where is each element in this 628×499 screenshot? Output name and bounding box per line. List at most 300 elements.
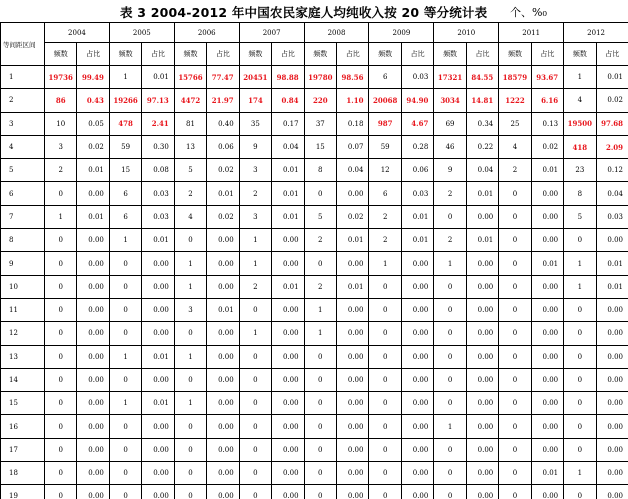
count-cell: 1: [109, 66, 141, 89]
share-cell: 0.00: [77, 438, 109, 461]
count-cell: 1: [434, 415, 466, 438]
count-cell: 0: [434, 438, 466, 461]
count-cell: 0: [564, 322, 596, 345]
count-cell: 9: [434, 159, 466, 182]
count-cell: 2: [369, 205, 401, 228]
count-cell: 1: [239, 252, 271, 275]
share-header: 占比: [142, 43, 174, 66]
count-cell: 0: [174, 229, 206, 252]
share-cell: 0.00: [337, 368, 369, 391]
table-row: [1, 112, 628, 135]
count-cell: 0: [109, 415, 141, 438]
share-cell: 0.07: [337, 135, 369, 158]
share-cell: 97.68: [596, 112, 628, 135]
count-cell: 0: [434, 485, 466, 499]
share-cell: 0.00: [337, 182, 369, 205]
interval-label: 12: [1, 322, 45, 345]
count-header: 频数: [434, 43, 466, 66]
count-cell: 0: [564, 415, 596, 438]
share-cell: 0.00: [77, 368, 109, 391]
share-cell: 0.00: [337, 392, 369, 415]
interval-label: 8: [1, 229, 45, 252]
count-cell: 0: [499, 229, 531, 252]
count-cell: 0: [304, 438, 336, 461]
count-cell: 0: [434, 392, 466, 415]
share-cell: 0.00: [596, 345, 628, 368]
count-cell: 0: [304, 345, 336, 368]
count-cell: 0: [499, 462, 531, 485]
count-cell: 987: [369, 112, 401, 135]
count-cell: 0: [564, 485, 596, 499]
count-cell: 0: [499, 438, 531, 461]
count-cell: 6: [369, 66, 401, 89]
share-cell: 0.00: [272, 485, 304, 499]
count-cell: 0: [174, 415, 206, 438]
table-row: [1, 345, 628, 368]
count-cell: 5: [564, 205, 596, 228]
count-cell: 0: [239, 485, 271, 499]
share-cell: 0.00: [77, 462, 109, 485]
share-cell: 0.00: [272, 252, 304, 275]
count-cell: 0: [109, 368, 141, 391]
share-cell: 0.00: [531, 415, 563, 438]
count-cell: 4: [564, 89, 596, 112]
table-row: [1, 462, 628, 485]
sub-header-row: [1, 43, 628, 66]
count-cell: 8: [304, 159, 336, 182]
count-cell: 0: [45, 485, 77, 499]
count-cell: 2: [174, 182, 206, 205]
table-row: [1, 159, 628, 182]
share-cell: 2.09: [596, 135, 628, 158]
count-cell: 0: [109, 252, 141, 275]
share-cell: 0.01: [596, 275, 628, 298]
count-cell: 3: [239, 205, 271, 228]
table-row: [1, 182, 628, 205]
count-cell: 1: [239, 229, 271, 252]
share-header: 占比: [77, 43, 109, 66]
share-cell: 0.00: [531, 229, 563, 252]
count-cell: 0: [109, 275, 141, 298]
share-cell: 0.22: [466, 135, 498, 158]
share-cell: 0.00: [207, 345, 239, 368]
count-cell: 0: [45, 298, 77, 321]
share-cell: 0.00: [531, 322, 563, 345]
count-cell: 1: [109, 345, 141, 368]
share-header: 占比: [596, 43, 628, 66]
share-cell: 0.00: [272, 322, 304, 345]
table-row: [1, 368, 628, 391]
count-cell: 2: [434, 182, 466, 205]
count-cell: 69: [434, 112, 466, 135]
count-cell: 13: [174, 135, 206, 158]
count-cell: 1: [304, 322, 336, 345]
year-header-row: [1, 23, 628, 43]
count-cell: 5: [174, 159, 206, 182]
count-cell: 0: [434, 322, 466, 345]
count-cell: 0: [45, 275, 77, 298]
share-cell: 0.03: [142, 205, 174, 228]
count-cell: 0: [174, 322, 206, 345]
count-cell: 19780: [304, 66, 336, 89]
share-cell: 0.00: [272, 368, 304, 391]
count-cell: 0: [109, 438, 141, 461]
count-header: 频数: [174, 43, 206, 66]
count-cell: 0: [304, 252, 336, 275]
share-cell: 0.00: [466, 322, 498, 345]
share-cell: 0.02: [207, 159, 239, 182]
share-cell: 0.00: [272, 229, 304, 252]
count-cell: 0: [239, 415, 271, 438]
share-cell: 2.41: [142, 112, 174, 135]
count-cell: 0: [369, 275, 401, 298]
share-cell: 0.00: [531, 485, 563, 499]
count-cell: 19736: [45, 66, 77, 89]
share-cell: 0.00: [401, 485, 433, 499]
year-header: 2008: [304, 23, 369, 43]
interval-label: 9: [1, 252, 45, 275]
table-row: [1, 275, 628, 298]
share-cell: 0.02: [207, 205, 239, 228]
table-caption: [0, 0, 628, 22]
share-cell: 0.00: [77, 298, 109, 321]
share-cell: 0.00: [466, 298, 498, 321]
count-cell: 0: [109, 322, 141, 345]
interval-label: 5: [1, 159, 45, 182]
count-cell: 15: [304, 135, 336, 158]
year-header: 2005: [109, 23, 174, 43]
count-cell: 0: [304, 392, 336, 415]
count-cell: 0: [434, 205, 466, 228]
share-cell: 0.00: [77, 415, 109, 438]
share-cell: 0.34: [466, 112, 498, 135]
share-cell: 0.03: [401, 182, 433, 205]
count-cell: 0: [304, 182, 336, 205]
share-cell: 0.00: [207, 275, 239, 298]
count-cell: 2: [239, 275, 271, 298]
share-cell: 0.01: [466, 182, 498, 205]
count-cell: 2: [45, 159, 77, 182]
share-cell: 0.00: [531, 298, 563, 321]
share-cell: 0.01: [596, 252, 628, 275]
count-cell: 2: [239, 182, 271, 205]
count-cell: 3: [174, 298, 206, 321]
share-cell: 0.01: [401, 205, 433, 228]
share-cell: 0.00: [531, 368, 563, 391]
share-cell: 0.18: [337, 112, 369, 135]
share-cell: 0.00: [466, 392, 498, 415]
share-cell: 0.00: [77, 322, 109, 345]
count-cell: 220: [304, 89, 336, 112]
count-cell: 3034: [434, 89, 466, 112]
share-cell: 0.00: [466, 485, 498, 499]
share-cell: 93.67: [531, 66, 563, 89]
share-cell: 0.00: [466, 368, 498, 391]
count-cell: 0: [304, 485, 336, 499]
count-cell: 0: [174, 368, 206, 391]
share-cell: 0.01: [207, 182, 239, 205]
count-cell: 418: [564, 135, 596, 158]
year-header: 2007: [239, 23, 304, 43]
count-cell: 1: [174, 392, 206, 415]
count-cell: 0: [239, 392, 271, 415]
count-cell: 15766: [174, 66, 206, 89]
share-cell: 0.06: [401, 159, 433, 182]
share-cell: 84.55: [466, 66, 498, 89]
count-cell: 0: [499, 415, 531, 438]
share-cell: 0.00: [401, 368, 433, 391]
count-cell: 19266: [109, 89, 141, 112]
share-cell: 0.04: [272, 135, 304, 158]
share-cell: 98.56: [337, 66, 369, 89]
year-header: 2011: [499, 23, 564, 43]
count-cell: 2: [434, 229, 466, 252]
count-cell: 0: [109, 298, 141, 321]
share-cell: 0.01: [272, 182, 304, 205]
table-row: [1, 135, 628, 158]
count-cell: 0: [45, 252, 77, 275]
count-cell: 3: [239, 159, 271, 182]
count-cell: 59: [109, 135, 141, 158]
share-cell: 0.01: [207, 298, 239, 321]
count-cell: 0: [369, 415, 401, 438]
share-cell: 0.04: [337, 159, 369, 182]
count-cell: 0: [499, 485, 531, 499]
count-cell: 0: [564, 298, 596, 321]
share-cell: 0.00: [207, 229, 239, 252]
count-cell: 2: [304, 275, 336, 298]
share-cell: 0.05: [77, 112, 109, 135]
share-cell: 1.10: [337, 89, 369, 112]
interval-label: 17: [1, 438, 45, 461]
share-cell: 0.06: [207, 135, 239, 158]
share-cell: 0.00: [337, 415, 369, 438]
share-cell: 0.00: [531, 205, 563, 228]
share-cell: 0.00: [401, 275, 433, 298]
share-cell: 0.00: [207, 415, 239, 438]
interval-label: 7: [1, 205, 45, 228]
share-cell: 6.16: [531, 89, 563, 112]
interval-label: 10: [1, 275, 45, 298]
share-cell: 0.00: [401, 392, 433, 415]
share-cell: 0.01: [531, 159, 563, 182]
table-row: [1, 485, 628, 499]
count-cell: 2: [369, 229, 401, 252]
count-cell: 0: [369, 345, 401, 368]
count-cell: 0: [499, 345, 531, 368]
count-cell: 1: [109, 229, 141, 252]
count-cell: 17321: [434, 66, 466, 89]
share-cell: 0.00: [77, 275, 109, 298]
count-cell: 1: [45, 205, 77, 228]
share-cell: 0.00: [207, 392, 239, 415]
share-cell: 0.43: [77, 89, 109, 112]
income-distribution-table: [0, 22, 628, 499]
count-cell: 0: [239, 368, 271, 391]
count-cell: 0: [369, 368, 401, 391]
share-cell: 0.00: [77, 392, 109, 415]
share-cell: 0.00: [337, 298, 369, 321]
count-cell: 20068: [369, 89, 401, 112]
share-cell: 0.00: [401, 345, 433, 368]
count-cell: 0: [304, 368, 336, 391]
share-cell: 14.81: [466, 89, 498, 112]
count-cell: 0: [499, 368, 531, 391]
count-cell: 0: [499, 392, 531, 415]
count-cell: 0: [499, 298, 531, 321]
count-cell: 1: [564, 252, 596, 275]
share-cell: 0.00: [531, 182, 563, 205]
count-cell: 0: [499, 252, 531, 275]
count-cell: 0: [239, 462, 271, 485]
year-header: 2004: [45, 23, 110, 43]
count-cell: 19500: [564, 112, 596, 135]
share-cell: 0.00: [207, 438, 239, 461]
share-cell: 0.00: [466, 252, 498, 275]
share-header: 占比: [337, 43, 369, 66]
share-cell: 0.01: [337, 275, 369, 298]
count-cell: 0: [45, 229, 77, 252]
year-header: 2006: [174, 23, 239, 43]
share-cell: 0.00: [337, 462, 369, 485]
count-cell: 0: [304, 462, 336, 485]
share-cell: 0.02: [77, 135, 109, 158]
count-cell: 0: [369, 485, 401, 499]
share-cell: 21.97: [207, 89, 239, 112]
share-cell: 0.01: [142, 345, 174, 368]
table-body: [1, 66, 628, 499]
share-cell: 0.00: [401, 252, 433, 275]
share-cell: 94.90: [401, 89, 433, 112]
count-cell: 0: [434, 368, 466, 391]
interval-label: 6: [1, 182, 45, 205]
count-cell: 0: [499, 205, 531, 228]
share-header: 占比: [531, 43, 563, 66]
share-cell: 0.17: [272, 112, 304, 135]
share-cell: 0.00: [531, 438, 563, 461]
share-cell: 0.00: [337, 322, 369, 345]
count-cell: 4472: [174, 89, 206, 112]
share-cell: 0.01: [337, 229, 369, 252]
share-cell: 0.00: [142, 415, 174, 438]
interval-label: 15: [1, 392, 45, 415]
count-cell: 1: [174, 275, 206, 298]
count-cell: 0: [174, 485, 206, 499]
count-header: 频数: [499, 43, 531, 66]
count-cell: 0: [499, 322, 531, 345]
count-cell: 1222: [499, 89, 531, 112]
share-cell: 0.04: [596, 182, 628, 205]
count-cell: 0: [499, 275, 531, 298]
count-cell: 0: [369, 322, 401, 345]
share-header: 占比: [272, 43, 304, 66]
interval-label: 3: [1, 112, 45, 135]
interval-label: 18: [1, 462, 45, 485]
share-cell: 0.00: [77, 485, 109, 499]
count-cell: 20451: [239, 66, 271, 89]
share-cell: 0.00: [207, 368, 239, 391]
corner-label: 等间距区间: [1, 23, 45, 66]
share-cell: 0.00: [272, 298, 304, 321]
count-cell: 1: [434, 252, 466, 275]
share-cell: 0.00: [272, 415, 304, 438]
share-cell: 0.00: [466, 415, 498, 438]
share-cell: 0.00: [596, 298, 628, 321]
count-cell: 0: [174, 462, 206, 485]
count-cell: 0: [369, 462, 401, 485]
table-title: 表 3 2004-2012 年中国农民家庭人均纯收入按 20 等分统计表: [120, 5, 488, 20]
count-header: 频数: [304, 43, 336, 66]
share-cell: 0.00: [272, 462, 304, 485]
share-cell: 0.00: [77, 229, 109, 252]
share-cell: 0.00: [337, 345, 369, 368]
count-cell: 0: [45, 345, 77, 368]
share-cell: 0.00: [466, 205, 498, 228]
share-cell: 0.00: [77, 182, 109, 205]
interval-label: 14: [1, 368, 45, 391]
count-cell: 4: [174, 205, 206, 228]
share-cell: 0.00: [596, 368, 628, 391]
count-cell: 0: [45, 438, 77, 461]
count-cell: 46: [434, 135, 466, 158]
share-cell: 0.00: [207, 322, 239, 345]
count-cell: 0: [45, 182, 77, 205]
share-cell: 0.00: [142, 298, 174, 321]
count-cell: 0: [369, 392, 401, 415]
count-header: 频数: [109, 43, 141, 66]
count-cell: 0: [109, 462, 141, 485]
share-cell: 0.00: [596, 392, 628, 415]
count-cell: 0: [109, 485, 141, 499]
share-cell: 0.01: [401, 229, 433, 252]
share-cell: 0.00: [401, 298, 433, 321]
share-cell: 0.01: [531, 252, 563, 275]
year-header: 2012: [564, 23, 628, 43]
interval-label: 1: [1, 66, 45, 89]
share-cell: 99.49: [77, 66, 109, 89]
share-cell: 0.00: [337, 485, 369, 499]
table-row: [1, 66, 628, 89]
interval-label: 16: [1, 415, 45, 438]
table-row: [1, 205, 628, 228]
count-cell: 86: [45, 89, 77, 112]
table-row: [1, 89, 628, 112]
share-cell: 0.00: [142, 252, 174, 275]
count-cell: 1: [369, 252, 401, 275]
share-cell: 0.00: [596, 462, 628, 485]
share-cell: 0.02: [531, 135, 563, 158]
count-cell: 0: [434, 345, 466, 368]
interval-label: 19: [1, 485, 45, 499]
table-header: [1, 23, 628, 66]
share-cell: 0.00: [337, 438, 369, 461]
count-cell: 37: [304, 112, 336, 135]
share-cell: 0.01: [77, 205, 109, 228]
count-cell: 0: [239, 345, 271, 368]
share-cell: 0.00: [142, 322, 174, 345]
share-cell: 0.00: [596, 322, 628, 345]
count-cell: 1: [564, 275, 596, 298]
count-cell: 8: [564, 182, 596, 205]
count-cell: 25: [499, 112, 531, 135]
interval-label: 13: [1, 345, 45, 368]
share-cell: 0.01: [272, 205, 304, 228]
share-cell: 0.12: [596, 159, 628, 182]
share-cell: 0.00: [272, 438, 304, 461]
table-row: [1, 392, 628, 415]
share-cell: 0.02: [596, 89, 628, 112]
share-cell: 0.03: [401, 66, 433, 89]
